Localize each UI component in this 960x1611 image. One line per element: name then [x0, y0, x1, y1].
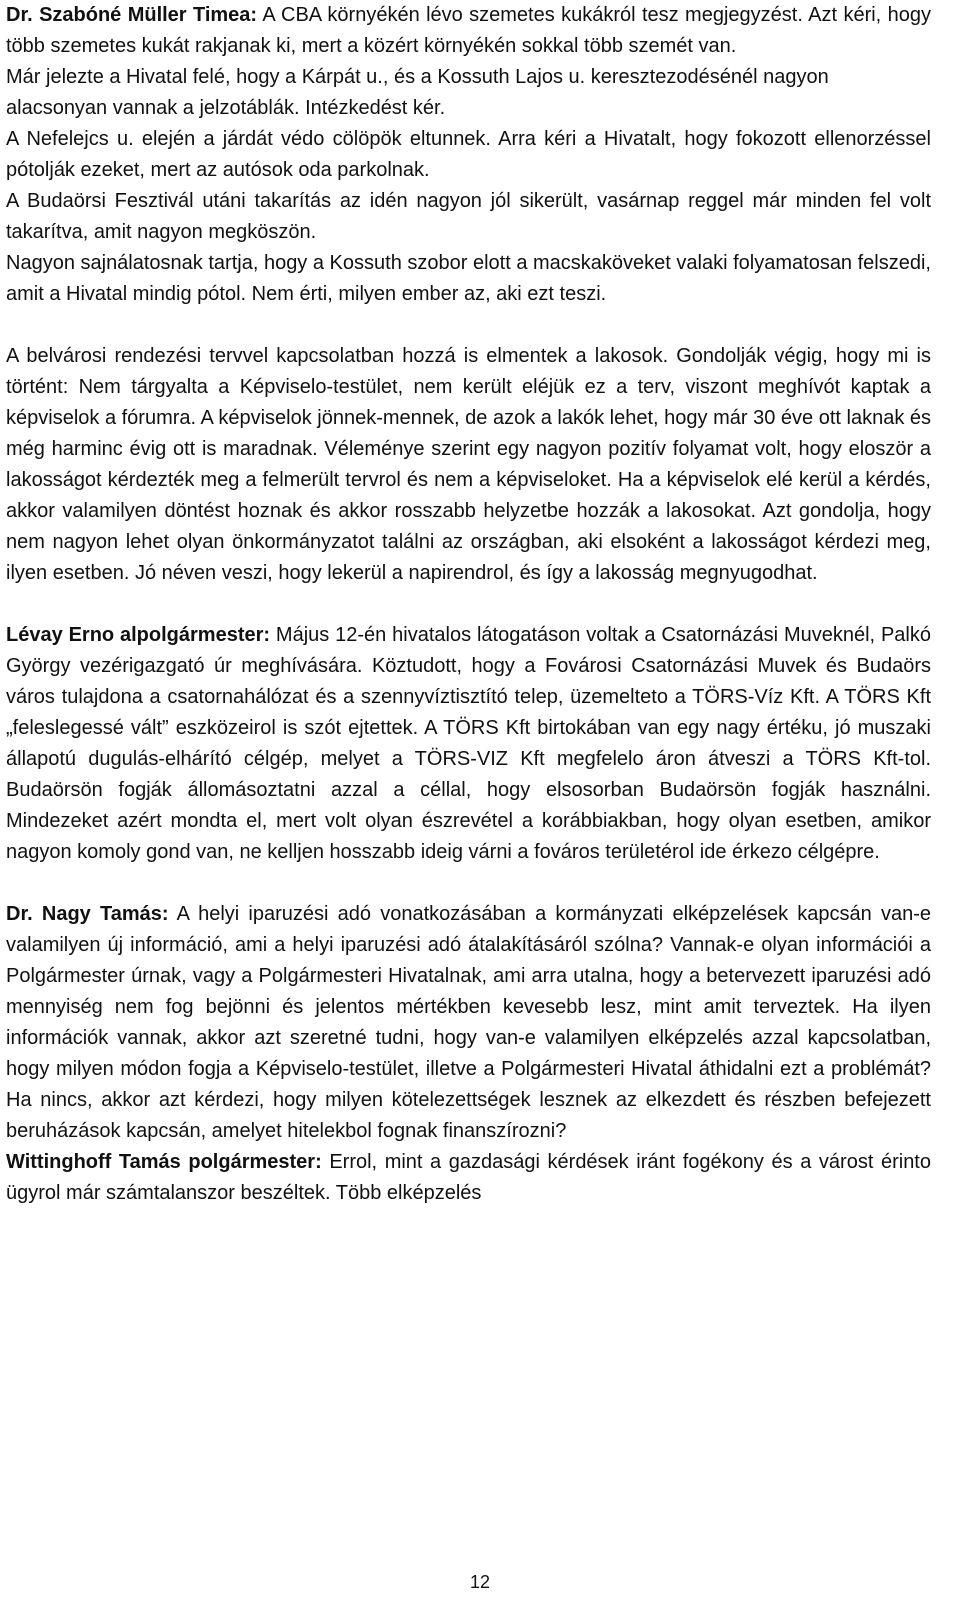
paragraph-gap: [6, 589, 931, 620]
paragraph-szabone-muller: [6, 0, 931, 62]
document-page: [6, 0, 931, 1209]
paragraph-text: Már jelezte a Hivatal felé, hogy a Kárpát u., és a Kossuth Lajos u. keresztezodésénél nagyon alacsonyan vannak a jelzotáblák. Intézkedést kér.: [6, 66, 829, 119]
paragraph-karpat-kossuth: [6, 62, 931, 124]
paragraph-text: A Nefelejcs u. elején a járdát védo cölöpök eltunnek. Arra kéri a Hivatalt, hogy fokozott ellenorzéssel pótolják ezeket, mert az autósok oda parkolnak.: [6, 128, 931, 181]
paragraph-belvarosi-terv: [6, 341, 931, 589]
paragraph-levay-erno: [6, 620, 931, 868]
paragraph-kossuth-szobor: [6, 248, 931, 310]
speaker-name: Dr. Nagy Tamás:: [6, 903, 169, 925]
paragraph-text: Errol, mint a gazdasági kérdések iránt fogékony és a várost érinto ügyrol már számtalanszor beszéltek. Több elképzelés: [6, 1151, 931, 1204]
paragraph-text: A belvárosi rendezési tervvel kapcsolatban hozzá is elmentek a lakosok. Gondolják végig, hogy mi is történt: Nem tárgyalta a Képviselo-testület, nem került eléjük ez a terv, viszont meghívót kaptak a képviselok a fórumra. A képviselok jönnek-mennek, de azok a lakók lehet, hogy már 30 éve ott laknak és még harminc évig ott is maradnak. Véleménye szerint egy nagyon pozitív folyamat volt, hogy eloször a lakosságot kérdezték meg a felmerült tervrol és nem a képviseloket. Ha a képviselok elé kerül a kérdés, akkor valamilyen döntést hoznak és akkor rosszabb helyzetbe hozzák a lakosokat. Azt gondolja, hogy nem nagyon lehet olyan önkormányzatot találni az országban, aki elsoként a lakosságot kérdezi meg, ilyen esetben. Jó néven veszi, hogy lekerül a napirendrol, és így a lakosság megnyugodhat.: [6, 345, 931, 584]
paragraph-nefelejcs: [6, 124, 931, 186]
paragraph-text: A CBA környékén lévo szemetes kukákról tesz megjegyzést. Azt kéri, hogy több szemetes kukát rakjanak ki, mert a közért környékén sokkal több szemét van.: [6, 4, 931, 57]
paragraph-gap: [6, 868, 931, 899]
paragraph-text: Május 12-én hivatalos látogatáson voltak a Csatornázási Muveknél, Palkó György vezérigazgató úr meghívására. Köztudott, hogy a Fovárosi Csatornázási Muvek és Budaörs város tulajdona a csatornahálózat és a szennyvíztisztító telep, üzemelteto a TÖRS-Víz Kft. A TÖRS Kft „feleslegessé vált” eszközeirol is szót ejtettek. A TÖRS Kft birtokában van egy nagy értéku, jó muszaki állapotú dugulás-elhárító célgép, melyet a TÖRS-VIZ Kft megfelelo áron átveszi a TÖRS Kft-tol. Budaörsön fogják állomásoztatni azzal a céllal, hogy elsosorban Budaörsön fogják használni. Mindezeket azért mondta el, mert volt olyan észrevétel a korábbiakban, hogy olyan esetben, amikor nagyon komoly gond van, ne kelljen hosszabb ideig várni a fováros területérol ide érkezo célgépre.: [6, 624, 931, 863]
paragraph-fesztival: [6, 186, 931, 248]
paragraph-text: A helyi iparuzési adó vonatkozásában a kormányzati elképzelések kapcsán van-e valamilyen új információ, ami a helyi iparuzési adó átalakításáról szólna? Vannak-e olyan információi a Polgármester úrnak, vagy a Polgármesteri Hivatalnak, ami arra utalna, hogy a betervezett iparuzési adó mennyiség nem fog bejönni és jelentos mértékben kevesebb lesz, mint amit terveztek. Ha ilyen információk vannak, akkor azt szeretné tudni, hogy van-e valamilyen elképzelés azzal kapcsolatban, hogy milyen módon fogja a Képviselo-testület, illetve a Polgármesteri Hivatal áthidalni ezt a problémát? Ha nincs, akkor azt kérdezi, hogy milyen kötelezettségek lesznek az elkezdett és részben befejezett beruházások kapcsán, amelyet hitelekbol fognak finanszírozni?: [6, 903, 931, 1142]
paragraph-text: A Budaörsi Fesztivál utáni takarítás az idén nagyon jól sikerült, vasárnap reggel már minden fel volt takarítva, amit nagyon megköszön.: [6, 190, 931, 243]
paragraph-nagy-tamas: [6, 899, 931, 1147]
page-number: 12: [469, 1572, 491, 1592]
paragraph-text: Nagyon sajnálatosnak tartja, hogy a Kossuth szobor elott a macskaköveket valaki folyamatosan felszedi, amit a Hivatal mindig pótol. Nem érti, milyen ember az, aki ezt teszi.: [6, 252, 931, 305]
speaker-name: Wittinghoff Tamás polgármester:: [6, 1151, 322, 1173]
paragraph-wittinghoff: [6, 1147, 931, 1209]
paragraph-gap: [6, 310, 931, 341]
speaker-name: Lévay Erno alpolgármester:: [6, 624, 271, 646]
speaker-name: Dr. Szabóné Müller Timea:: [6, 4, 258, 26]
